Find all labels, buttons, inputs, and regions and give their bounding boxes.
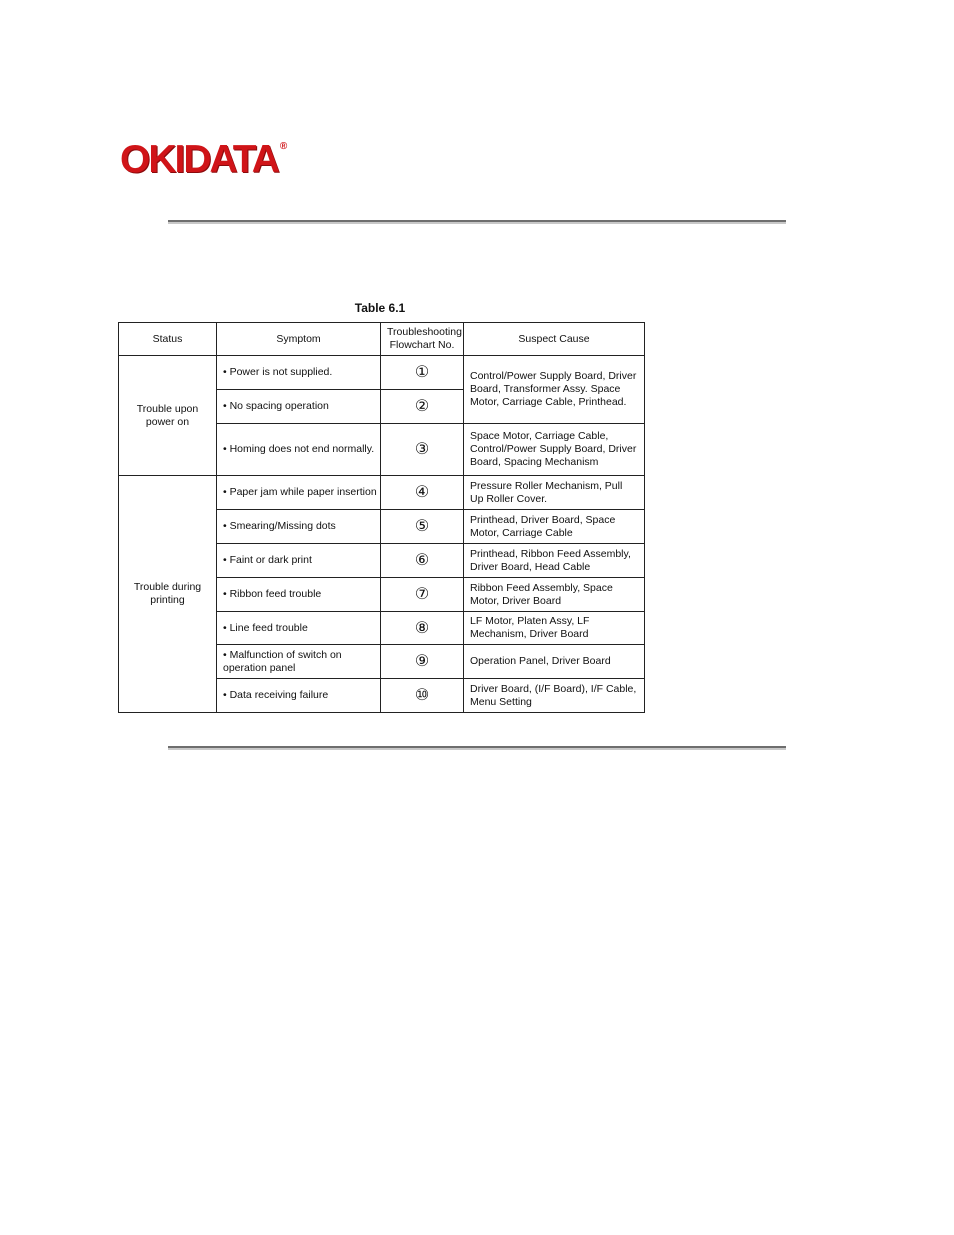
suspect-cell: Pressure Roller Mechanism, Pull Up Roller Cover. <box>464 476 645 510</box>
symptom-cell: • Power is not supplied. <box>217 356 381 390</box>
flowchart-number: ② <box>381 390 464 424</box>
flowchart-number: ① <box>381 356 464 390</box>
table-row <box>119 476 645 510</box>
symptom-cell: • Faint or dark print <box>217 544 381 578</box>
suspect-cell: Printhead, Ribbon Feed Assembly, Driver Board, Head Cable <box>464 544 645 578</box>
flowchart-number: ③ <box>381 424 464 476</box>
top-divider <box>168 220 786 224</box>
suspect-cell: Ribbon Feed Assembly, Space Motor, Driver Board <box>464 578 645 612</box>
registered-mark: ® <box>279 141 288 152</box>
status-cell: Trouble during printing <box>119 476 217 713</box>
status-cell: Trouble upon power on <box>119 356 217 476</box>
symptom-cell: • Paper jam while paper insertion <box>217 476 381 510</box>
flowchart-number: ⑧ <box>381 612 464 645</box>
header-flowchart: Troubleshooting Flowchart No. <box>381 323 464 356</box>
troubleshooting-table <box>118 322 645 713</box>
flowchart-number: ⑥ <box>381 544 464 578</box>
logo-text: OKIDATA <box>120 138 278 181</box>
header-status: Status <box>119 323 217 356</box>
symptom-cell: • Data receiving failure <box>217 679 381 713</box>
symptom-cell: • Line feed trouble <box>217 612 381 645</box>
bottom-divider <box>168 746 786 750</box>
header-symptom: Symptom <box>217 323 381 356</box>
suspect-cell: Driver Board, (I/F Board), I/F Cable, Menu Setting <box>464 679 645 713</box>
symptom-cell: • No spacing operation <box>217 390 381 424</box>
suspect-cell: Control/Power Supply Board, Driver Board, Transformer Assy. Space Motor, Carriage Cable, Printhead. <box>464 356 645 424</box>
symptom-cell: • Smearing/Missing dots <box>217 510 381 544</box>
flowchart-number: ⑦ <box>381 578 464 612</box>
header-suspect: Suspect Cause <box>464 323 645 356</box>
symptom-cell: • Malfunction of switch on operation panel <box>217 645 381 679</box>
suspect-cell: Printhead, Driver Board, Space Motor, Carriage Cable <box>464 510 645 544</box>
symptom-cell: • Homing does not end normally. <box>217 424 381 476</box>
table-caption: Table 6.1 <box>354 301 406 315</box>
table-header-row <box>119 323 645 356</box>
symptom-cell: • Ribbon feed trouble <box>217 578 381 612</box>
suspect-cell: LF Motor, Platen Assy, LF Mechanism, Driver Board <box>464 612 645 645</box>
okidata-logo <box>120 138 288 181</box>
flowchart-number: ⑩ <box>381 679 464 713</box>
suspect-cell: Space Motor, Carriage Cable, Control/Power Supply Board, Driver Board, Spacing Mechanism <box>464 424 645 476</box>
table-row <box>119 356 645 390</box>
flowchart-number: ⑨ <box>381 645 464 679</box>
flowchart-number: ④ <box>381 476 464 510</box>
suspect-cell: Operation Panel, Driver Board <box>464 645 645 679</box>
flowchart-number: ⑤ <box>381 510 464 544</box>
